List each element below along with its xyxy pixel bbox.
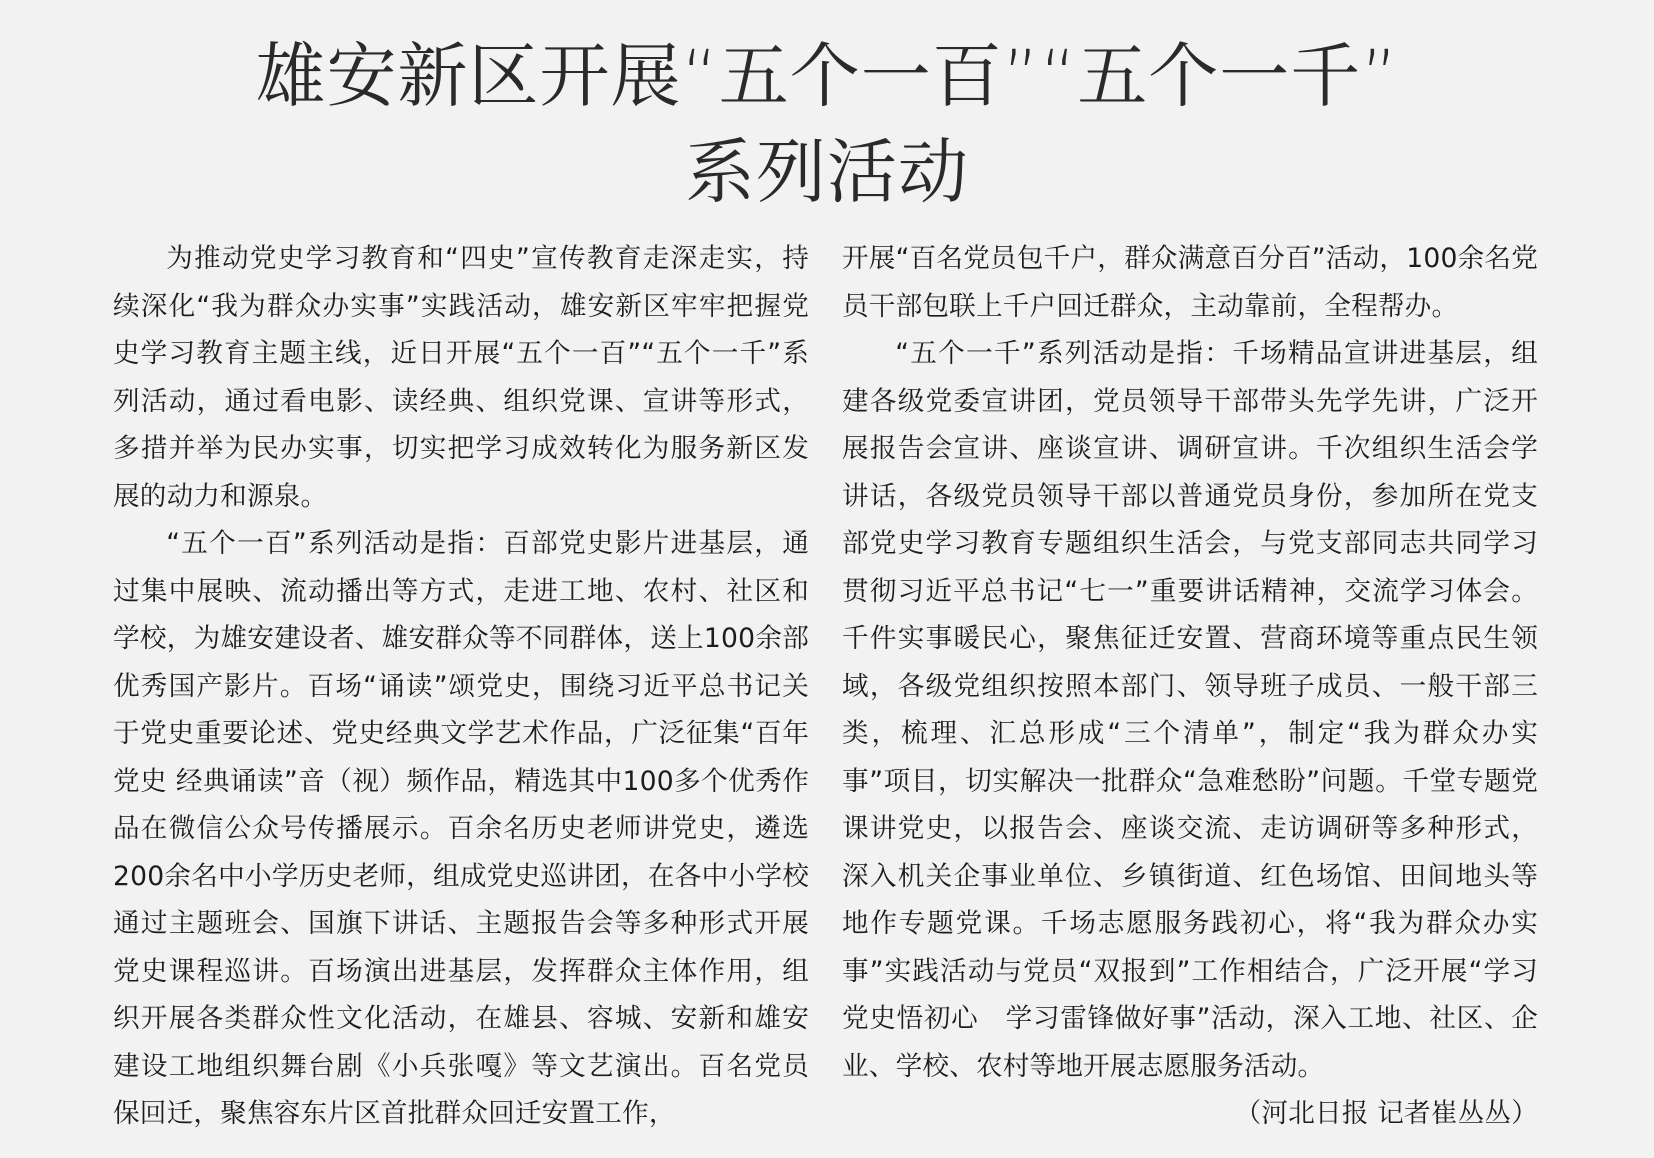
- headline-line-2: 系列活动: [685, 131, 969, 213]
- article-column-right: [842, 235, 1538, 1138]
- paragraph-intro: 为推动党史学习教育和“四史”宣传教育走深走实，持续深化“我为群众办实事”实践活动，雄安新区牢牢把握党史学习教育主题主线，近日开展“五个一百”“五个一千”系列活动，通过看电影、读经典、组织党课、宣讲等形式，多措并举为民办实事，切实把学习成效转化为服务新区发展的动力和源泉。: [113, 243, 809, 512]
- article-headline: [0, 28, 1654, 220]
- paragraph-five-hundreds-continued: 开展“百名党员包千户，群众满意百分百”活动，100余名党员干部包联上千户回迁群众，主动靠前，全程帮办。: [842, 243, 1538, 322]
- paragraph-five-hundreds: “五个一百”系列活动是指：百部党史影片进基层，通过集中展映、流动播出等方式，走进工地、农村、社区和学校，为雄安建设者、雄安群众等不同群体，送上100余部优秀国产影片。百场“诵读”颂党史，围绕习近平总书记关于党史重要论述、党史经典文学艺术作品，广泛征集“百年党史 经典诵读”音（视）频作品，精选其中100多个优秀作品在微信公众号传播展示。百余名历史老师讲党史，遴选200余名中小学历史老师，组成党史巡讲团，在各中小学校通过主题班会、国旗下讲话、主题报告会等多种形式开展党史课程巡讲。百场演出进基层，发挥群众主体作用，组织开展各类群众性文化活动，在雄县、容城、安新和雄安建设工地组织舞台剧《小兵张嘎》等文艺演出。百名党员保回迁，聚焦容东片区首批群众回迁安置工作，: [113, 528, 809, 1129]
- byline: （河北日报 记者崔丛丛）: [1234, 1098, 1538, 1129]
- article-column-left: [113, 235, 809, 1138]
- headline-line-1: 雄安新区开展“五个一百”“五个一千”: [255, 35, 1399, 117]
- paragraph-five-thousands: “五个一千”系列活动是指：千场精品宣讲进基层，组建各级党委宣讲团，党员领导干部带头先学先讲，广泛开展报告会宣讲、座谈宣讲、调研宣讲。千次组织生活会学讲话，各级党员领导干部以普通党员身份，参加所在党支部党史学习教育专题组织生活会，与党支部同志共同学习贯彻习近平总书记“七一”重要讲话精神，交流学习体会。千件实事暖民心，聚焦征迁安置、营商环境等重点民生领域，各级党组织按照本部门、领导班子成员、一般干部三类，梳理、汇总形成“三个清单”，制定“我为群众办实事”项目，切实解决一批群众“急难愁盼”问题。千堂专题党课讲党史，以报告会、座谈交流、走访调研等多种形式，深入机关企事业单位、乡镇街道、红色场馆、田间地头等地作专题党课。千场志愿服务践初心，将“我为群众办实事”实践活动与党员“双报到”工作相结合，广泛开展“学习党史悟初心 学习雷锋做好事”活动，深入工地、社区、企业、学校、农村等地开展志愿服务活动。: [842, 338, 1538, 1082]
